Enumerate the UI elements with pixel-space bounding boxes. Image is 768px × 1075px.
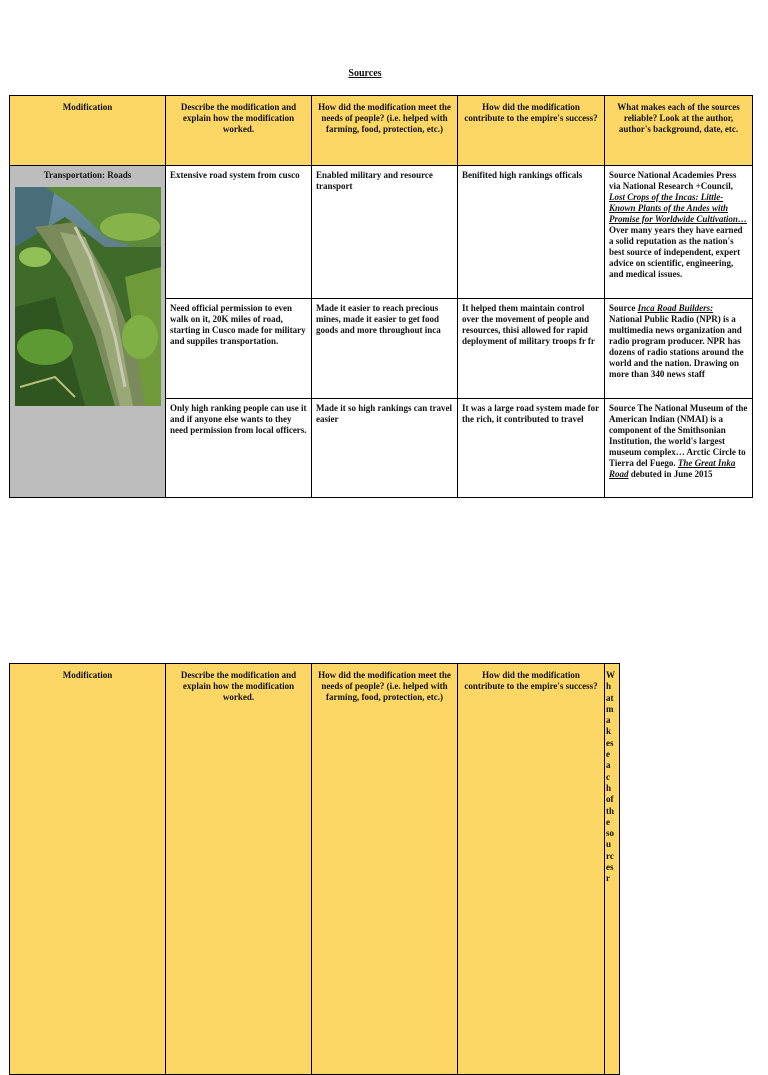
cell-needs: Made it easier to reach precious mines, made it easier to get food goods and more throughout inca [312, 299, 458, 399]
second-sources-table [9, 663, 620, 1075]
cell-source [605, 166, 753, 299]
source-text: Over many years they have earned a solid reputation as the nation's best source of independent, expert advice on scientific, engineering, and medical issues. [609, 225, 743, 279]
table-header-row [10, 664, 620, 1075]
header-modification: Modification [10, 96, 166, 166]
header-describe: Describe the modification and explain how the modification worked. [166, 96, 312, 166]
header-reliability [605, 664, 620, 1075]
source-link[interactable]: The Great Inka Road [609, 458, 736, 479]
cell-describe: Only high ranking people can use it and if anyone else wants to they need permission from local officers. [166, 399, 312, 498]
cell-describe: Need official permission to even walk on it, 20K miles of road, starting in Cusco made for military and suppiles transportation. [166, 299, 312, 399]
cell-success: It helped them maintain control over the movement of people and resources, thisi allowed for rapid deployment of military troops fr fr [458, 299, 605, 399]
cell-needs: Enabled military and resource transport [312, 166, 458, 299]
cell-describe: Extensive road system from cusco [166, 166, 312, 299]
cell-source [605, 299, 753, 399]
modification-cell [10, 166, 166, 498]
header-reliability: What makes each of the sources reliable? Look at the author, author's background, date, etc. [605, 96, 753, 166]
header-reliability-text: What makes each of the sources r [606, 670, 615, 884]
sources-table [9, 95, 753, 498]
source-link[interactable]: Lost Crops of the Incas: Little-Known Plants of the Andes with Promise for Worldwide Cultivation… [609, 192, 747, 224]
header-modification: Modification [10, 664, 166, 1075]
source-text: Source [609, 303, 638, 313]
header-needs: How did the modification meet the needs of people? (i.e. helped with farming, food, protection, etc.) [312, 96, 458, 166]
page-title: Sources [348, 68, 382, 79]
cell-source [605, 399, 753, 498]
table-row [10, 166, 753, 299]
source-text: Source The National Museum of the American Indian (NMAI) is a component of the Smithsonian Institution, the world's largest museum complex… Arctic Circle to Tierra del Fuego. [609, 403, 748, 468]
cell-needs: Made it so high rankings can travel easier [312, 399, 458, 498]
cell-success: Benifited high rankings officals [458, 166, 605, 299]
source-text: debuted in June 2015 [628, 469, 713, 479]
source-text: National Public Radio (NPR) is a multimedia news organization and radio program producer. NPR has dozens of radio stations around the world and the nation. Drawing on more than 340 news staff [609, 314, 744, 379]
header-describe: Describe the modification and explain how the modification worked. [166, 664, 312, 1075]
cell-success: It was a large road system made for the rich, it contributed to travel [458, 399, 605, 498]
header-success: How did the modification contribute to the empire's success? [458, 96, 605, 166]
header-needs: How did the modification meet the needs of people? (i.e. helped with farming, food, protection, etc.) [312, 664, 458, 1075]
modification-title: Transportation: Roads [43, 170, 132, 180]
source-link[interactable]: Inca Road Builders: [637, 303, 714, 313]
header-success: How did the modification contribute to the empire's success? [458, 664, 605, 1075]
table-header-row [10, 96, 753, 166]
inca-road-photo [15, 187, 161, 406]
source-text: Source National Academies Press via National Research +Council, [609, 170, 737, 191]
